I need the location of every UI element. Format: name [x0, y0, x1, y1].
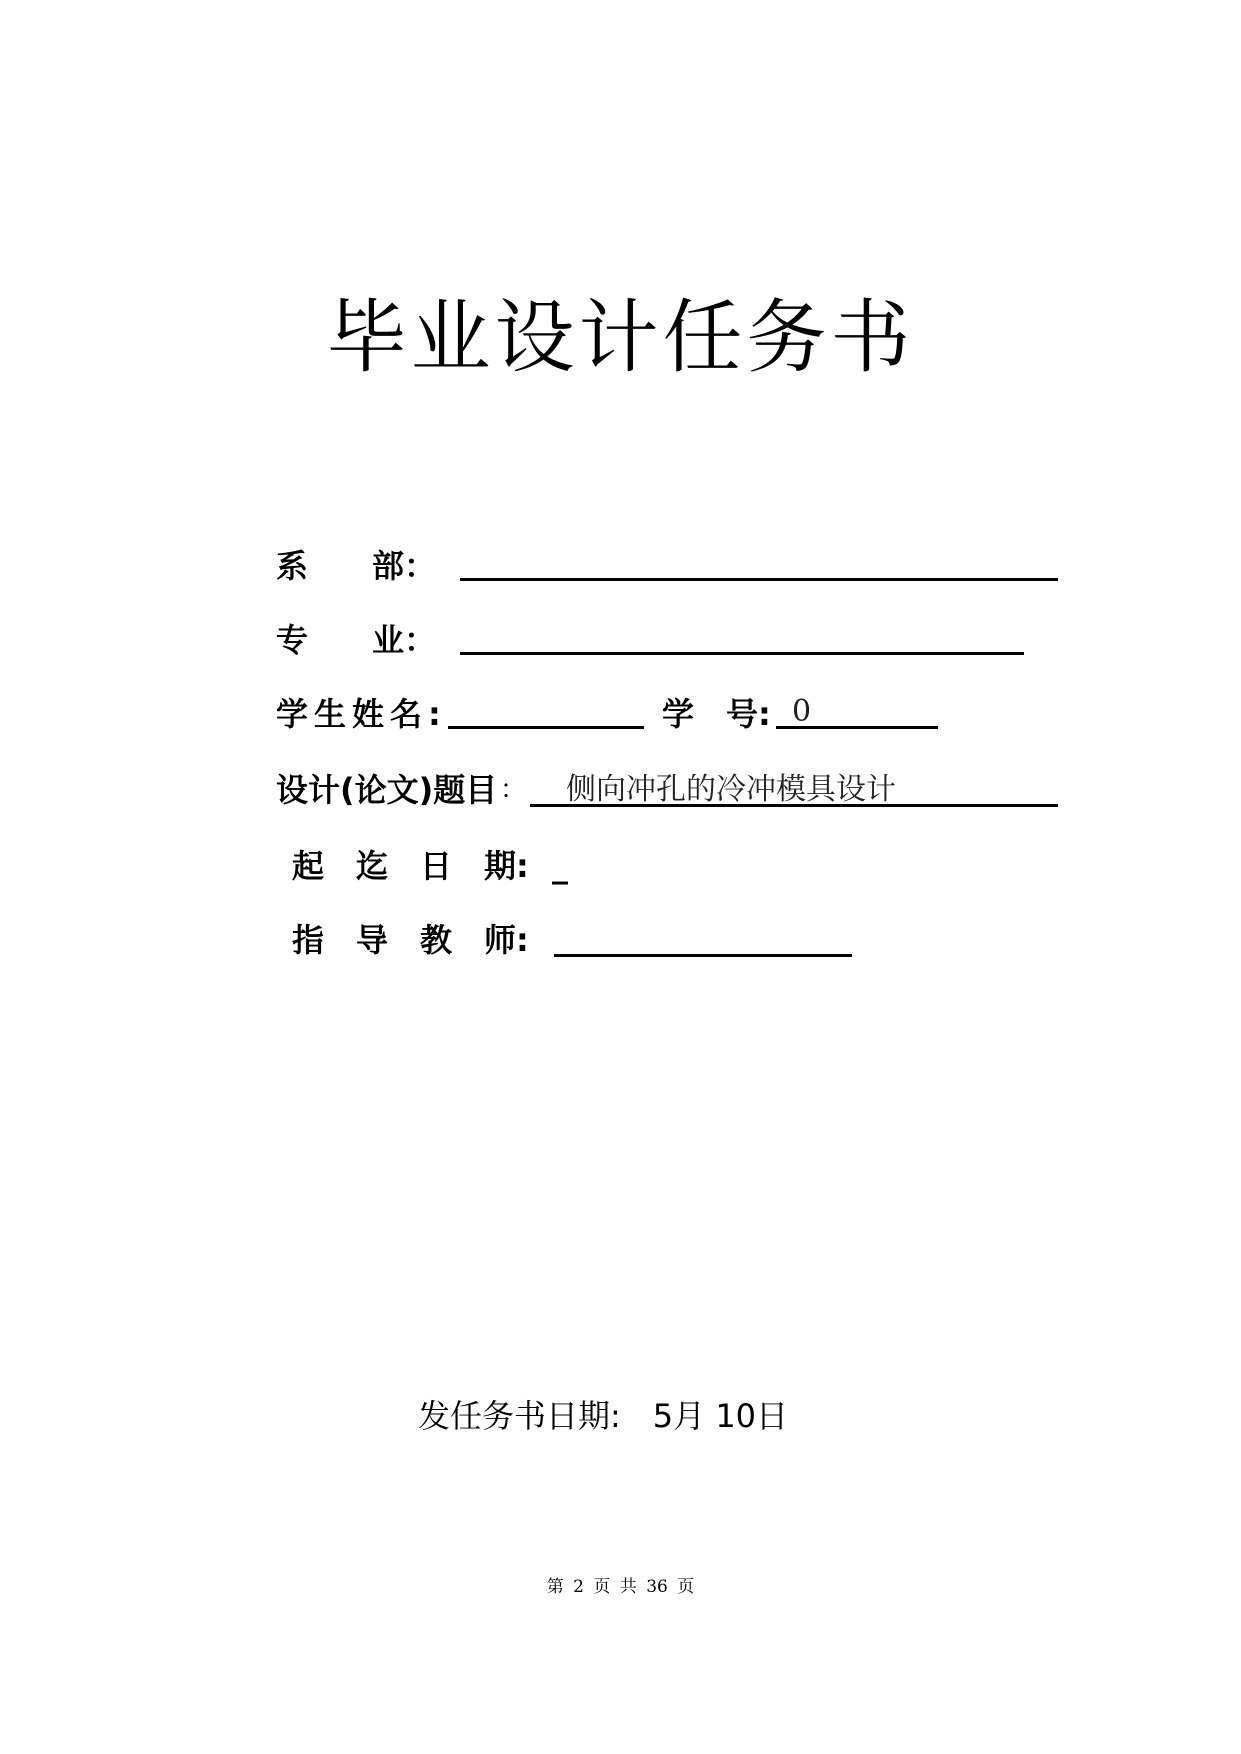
- advisor-underline: [554, 954, 852, 957]
- major-underline: [460, 652, 1024, 655]
- issue-date: 发任务书日期: 5月 10日: [418, 1397, 789, 1435]
- period-value: _: [552, 847, 568, 885]
- advisor-label: 指 导 教 师:: [292, 921, 529, 959]
- thesis-title-colon: ：: [500, 775, 527, 805]
- page-footer: 第 2 页 共 36 页: [546, 1577, 695, 1597]
- thesis-title-value: 侧向冲孔的冷冲模具设计: [566, 772, 896, 807]
- major-label: 专 业：: [276, 621, 437, 659]
- document-title: 毕业设计任务书: [326, 291, 915, 384]
- student-id-value: 0: [792, 694, 812, 729]
- student-id-underline: [776, 726, 938, 729]
- thesis-title-label: 设计(论文)题目: [276, 771, 498, 809]
- student-name-underline: [448, 726, 644, 729]
- department-label: 系 部：: [276, 547, 437, 585]
- period-label: 起 迄 日 期:: [292, 847, 529, 885]
- department-underline: [460, 578, 1058, 581]
- thesis-title-underline: [530, 804, 1058, 807]
- student-name-label: 学生姓名:: [276, 695, 447, 733]
- student-id-label: 学 号:: [662, 695, 771, 733]
